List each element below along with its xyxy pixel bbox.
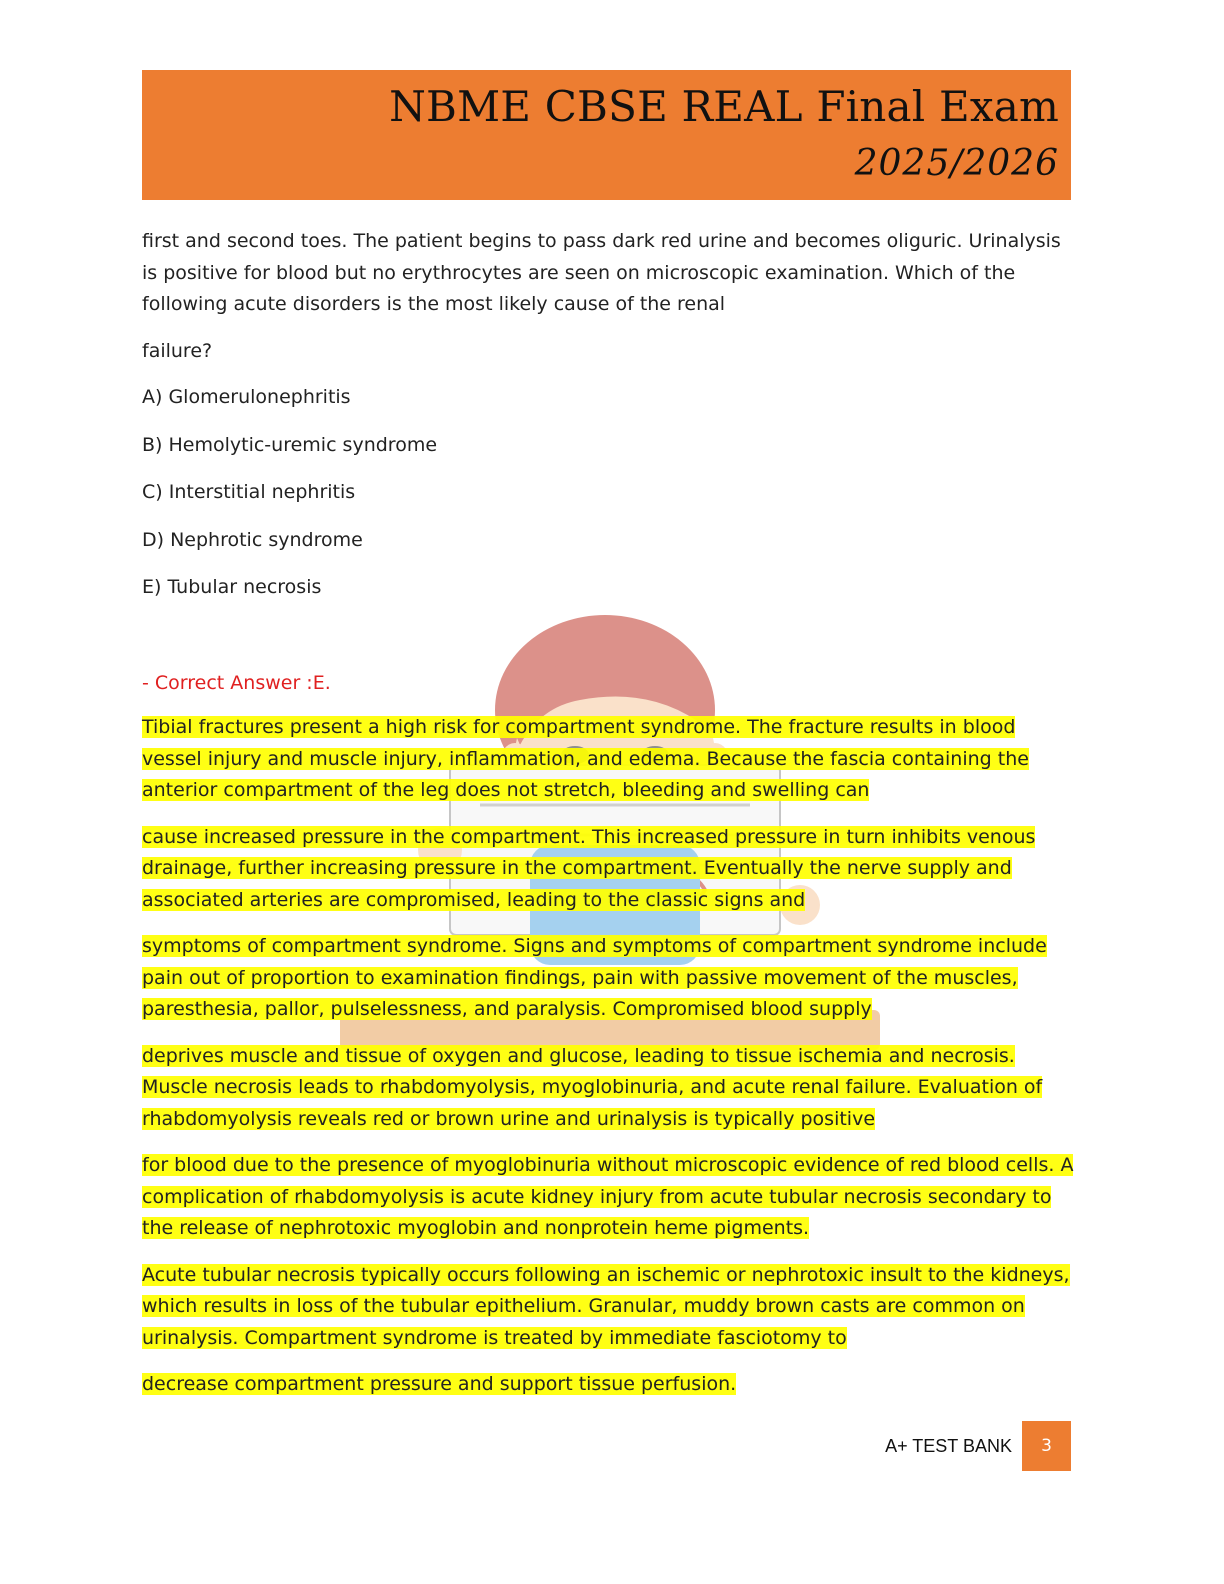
answer-options: [142, 382, 1077, 604]
footer-label: A+ TEST BANK: [885, 1436, 1012, 1456]
explanation-paragraph: [142, 822, 1077, 917]
highlighted-text: Acute tubular necrosis typically occurs following an ischemic or nephrotoxic insult to the kidneys, which results in loss of the tubular epithelium. Granular, muddy brown casts are common on urinalysis. Compartment syndrome is treated by immediate fasciotomy to: [142, 1263, 1070, 1349]
explanation-paragraph: [142, 1041, 1077, 1136]
page-number: 3: [1022, 1421, 1071, 1471]
highlighted-text: symptoms of compartment syndrome. Signs and symptoms of compartment syndrome include pain out of proportion to examination findings, pain with passive movement of the muscles, paresthesia, pallor, pulselessness, and paralysis. Compromised blood supply: [142, 935, 1047, 1020]
explanation-paragraph: [142, 1150, 1077, 1245]
document-body: [142, 226, 1077, 1416]
option-d: D) Nephrotic syndrome: [142, 528, 363, 551]
option-e: E) Tubular necrosis: [142, 576, 322, 598]
explanation-paragraph: [142, 931, 1077, 1026]
option-b: B) Hemolytic-uremic syndrome: [142, 433, 438, 456]
question-stem: first and second toes. The patient begins to pass dark red urine and becomes oliguric. Urinalysis is positive for blood but no erythrocytes are seen on microscopic examination. Which of the following acute disorders is the most likely cause of the renal: [142, 230, 1061, 315]
option-c: C) Interstitial nephritis: [142, 481, 356, 503]
explanation-paragraph: [142, 1260, 1077, 1355]
explanation-paragraph: [142, 712, 1077, 807]
explanation: [142, 712, 1077, 1401]
correct-answer-label: - Correct Answer :E.: [142, 671, 331, 694]
header-band: [142, 70, 1071, 200]
document-year: 2025/2026: [854, 143, 1059, 184]
document-title: NBME CBSE REAL Final Exam: [389, 82, 1059, 131]
option-a: A) Glomerulonephritis: [142, 386, 351, 408]
question-stem-end: failure?: [142, 339, 213, 362]
highlighted-text: Tibial fractures present a high risk for compartment syndrome. The fracture results in blood vessel injury and muscle injury, inflammation, and edema. Because the fascia containing the anterior compartment of the leg does not stretch, bleeding and swelling can: [142, 716, 1029, 801]
highlighted-text: cause increased pressure in the compartment. This increased pressure in turn inhibits venous drainage, further increasing pressure in the compartment. Eventually the nerve supply and associated arteries are compromised, leading to the classic signs and: [142, 825, 1036, 911]
highlighted-text: decrease compartment pressure and support tissue perfusion.: [142, 1373, 737, 1395]
highlighted-text: for blood due to the presence of myoglobinuria without microscopic evidence of red blood cells. A complication of rhabdomyolysis is acute kidney injury from acute tubular necrosis secondary to the release of nephrotoxic myoglobin and nonprotein heme pigments.: [142, 1154, 1074, 1239]
explanation-paragraph: [142, 1369, 1077, 1401]
highlighted-text: deprives muscle and tissue of oxygen and glucose, leading to tissue ischemia and necrosis. Muscle necrosis leads to rhabdomyolysis, myoglobinuria, and acute renal failure. Evaluation of rhabdomyolysis reveals red or brown urine and urinalysis is typically positive: [142, 1044, 1043, 1130]
